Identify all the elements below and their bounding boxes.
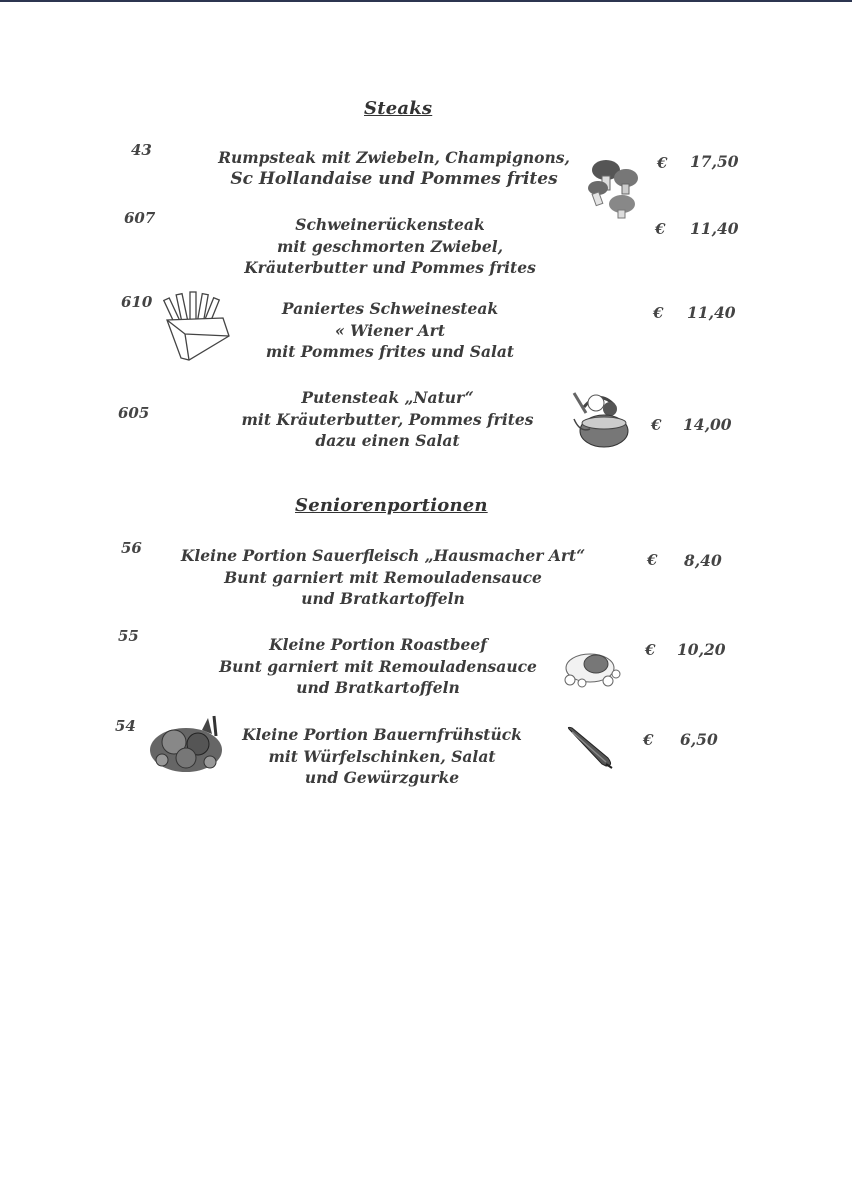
- item-line: Schweinerückensteak: [295, 215, 485, 234]
- item-line: und Gewürzgurke: [304, 768, 460, 787]
- item-number: 55: [118, 627, 139, 645]
- item-price: 17,50: [690, 152, 739, 171]
- item-line: und Bratkartoffeln: [301, 589, 465, 608]
- pickle-icon: [562, 724, 616, 770]
- item-line: Paniertes Schweinesteak: [281, 299, 499, 318]
- section-title-seniorenportionen: Seniorenportionen: [295, 495, 488, 516]
- item-description: [178, 545, 588, 610]
- item-number: 56: [121, 539, 142, 557]
- item-number: 43: [131, 141, 152, 159]
- item-number: 607: [124, 209, 156, 227]
- mushrooms-icon: [584, 158, 644, 220]
- item-price: 11,40: [687, 303, 736, 322]
- salad-bowl-icon: [566, 385, 632, 451]
- roast-meat-icon: [560, 648, 622, 688]
- item-price: 14,00: [683, 415, 732, 434]
- item-line: Kleine Portion Sauerfleisch „Hausmacher Art“: [180, 546, 586, 565]
- item-number: 54: [115, 717, 136, 735]
- item-line: Bunt garniert mit Remouladensauce: [224, 567, 542, 587]
- item-description: [194, 147, 594, 190]
- item-line: Kleine Portion Roastbeef: [269, 635, 487, 654]
- item-line: Rumpsteak mit Zwiebeln, Champignons,: [218, 148, 570, 167]
- item-line: und Bratkartoffeln: [296, 678, 460, 697]
- vegetables-icon: [146, 708, 228, 776]
- currency-symbol: €: [657, 154, 668, 172]
- item-line: mit Pommes frites und Salat: [265, 342, 515, 361]
- item-description: [218, 634, 538, 699]
- currency-symbol: €: [645, 641, 656, 659]
- item-line: « Wiener Art: [334, 320, 445, 340]
- item-number: 605: [118, 404, 150, 422]
- french-fries-icon: [163, 290, 235, 362]
- item-price: 10,20: [677, 640, 726, 659]
- item-number: 610: [121, 293, 153, 311]
- item-line: mit Kräuterbutter, Pommes frites: [241, 409, 534, 429]
- item-line: Sc Hollandaise und Pommes frites: [230, 168, 558, 189]
- section-title-steaks: Steaks: [364, 98, 433, 119]
- currency-symbol: €: [643, 731, 654, 749]
- item-description: [230, 387, 545, 452]
- item-line: mit geschmorten Zwiebel,: [277, 236, 503, 256]
- item-line: dazu einen Salat: [315, 431, 460, 450]
- item-price: 8,40: [684, 551, 722, 570]
- item-line: Bunt garniert mit Remouladensauce: [219, 656, 537, 676]
- currency-symbol: €: [647, 551, 658, 569]
- item-price: 6,50: [680, 730, 718, 749]
- item-line: Putensteak „Natur“: [301, 388, 474, 407]
- item-description: [232, 724, 532, 789]
- currency-symbol: €: [655, 220, 666, 238]
- item-price: 11,40: [690, 219, 739, 238]
- currency-symbol: €: [651, 416, 662, 434]
- item-description: [200, 214, 580, 279]
- top-border: [0, 0, 852, 2]
- currency-symbol: €: [653, 304, 664, 322]
- item-description: [240, 298, 540, 363]
- item-line: mit Würfelschinken, Salat: [268, 746, 496, 766]
- item-line: Kräuterbutter und Pommes frites: [244, 258, 536, 277]
- item-line: Kleine Portion Bauernfrühstück: [242, 725, 522, 744]
